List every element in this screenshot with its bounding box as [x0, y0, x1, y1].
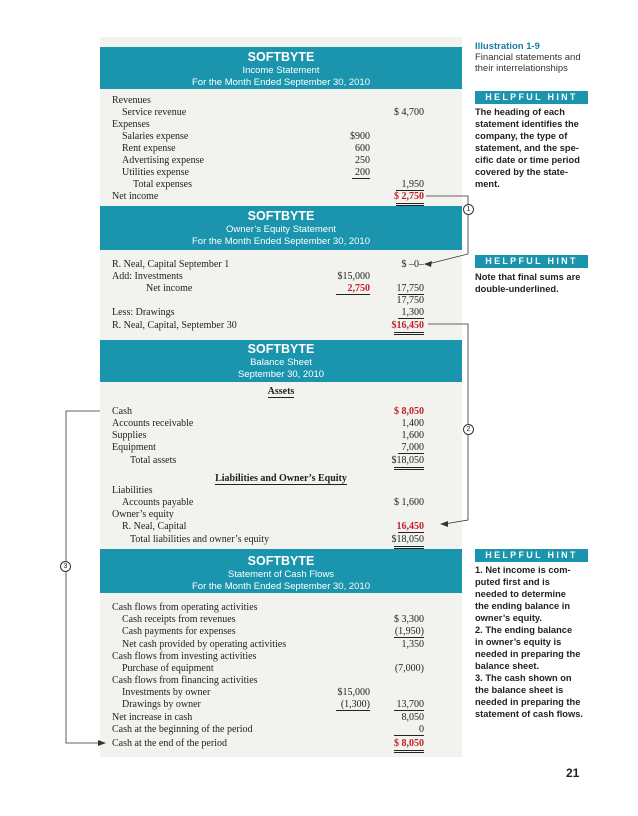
marker-1: 1: [463, 204, 474, 215]
total-expenses-value: 1,950: [401, 179, 424, 190]
service-revenue-label: Service revenue: [122, 107, 187, 118]
receipts-value: $ 3,300: [394, 614, 424, 625]
supplies-label: Supplies: [112, 430, 147, 441]
illustration-caption-line: Financial statements and: [475, 52, 581, 63]
helpful-hint-3: [475, 564, 588, 720]
net-increase-label: Net increase in cash: [112, 712, 193, 723]
illustration-caption-line: their interrelationships: [475, 63, 568, 74]
capital-value: 16,450: [396, 521, 424, 532]
cash-label: Cash: [112, 406, 132, 417]
purchase-equipment-value: (7,000): [394, 663, 424, 674]
net-income-label: Net income: [146, 283, 193, 294]
investments-owner-value: $15,000: [337, 687, 370, 698]
company-name: SOFTBYTE: [247, 209, 315, 223]
hint-line: the ending balance in: [475, 601, 571, 611]
company-name: SOFTBYTE: [247, 554, 315, 568]
statement-period: For the Month Ended September 30, 2010: [192, 236, 370, 247]
supplies-value: 1,600: [401, 430, 424, 441]
company-name: SOFTBYTE: [247, 342, 315, 356]
utilities-value: 200: [355, 167, 370, 178]
drawings-value: 1,300: [401, 307, 424, 318]
connector-line-1: [426, 196, 468, 264]
hint-line: cific date or time period: [475, 155, 580, 165]
helpful-hint-header: HELPFUL HINT: [475, 255, 588, 268]
hint-line: balance sheet.: [475, 661, 540, 671]
hint-line: the balance sheet is: [475, 685, 564, 695]
accounts-payable-label: Accounts payable: [122, 497, 194, 508]
payments-label: Cash payments for expenses: [122, 626, 236, 637]
purchase-equipment-label: Purchase of equipment: [122, 663, 214, 674]
connector-line-3: [66, 411, 102, 743]
subtotal-value: 17,750: [396, 295, 424, 306]
hint-line: statement of cash flows.: [475, 709, 583, 719]
accounts-receivable-label: Accounts receivable: [112, 418, 194, 429]
marker-2: 2: [463, 424, 474, 435]
statement-period: For the Month Ended September 30, 2010: [192, 581, 370, 592]
total-liabilities-equity-value: $18,050: [391, 534, 424, 545]
liabilities-label: Liabilities: [112, 485, 153, 496]
advertising-label: Advertising expense: [122, 155, 204, 166]
revenues-label: Revenues: [112, 95, 151, 106]
capital-start-label: R. Neal, Capital September 1: [112, 259, 230, 270]
helpful-hint-2: [475, 271, 588, 295]
net-operating-label: Net cash provided by operating activities: [122, 639, 287, 650]
cash-value: $ 8,050: [394, 406, 424, 417]
rent-value: 600: [355, 143, 370, 154]
subtotal-value: 17,750: [396, 283, 424, 294]
capital-end-label: R. Neal, Capital, September 30: [112, 320, 237, 331]
page-number: 21: [566, 766, 580, 780]
net-income-label: Net income: [112, 191, 159, 202]
hint-line: needed to determine: [475, 589, 566, 599]
utilities-label: Utilities expense: [122, 167, 189, 178]
capital-start-value: $ –0–: [401, 259, 424, 270]
hint-line: 2. The ending balance: [475, 625, 573, 635]
hint-line: ment.: [475, 179, 500, 189]
statement-title: Owner’s Equity Statement: [225, 224, 336, 235]
hint-line: owner’s equity.: [475, 613, 542, 623]
total-liabilities-equity-label: Total liabilities and owner’s equity: [130, 534, 270, 545]
hint-line: 3. The cash shown on: [475, 673, 572, 683]
operating-label: Cash flows from operating activities: [112, 602, 258, 613]
helpful-hint-header: HELPFUL HINT: [475, 549, 588, 562]
statement-title: Balance Sheet: [250, 357, 312, 368]
arrowhead: [424, 261, 432, 267]
advertising-value: 250: [355, 155, 370, 166]
investments-value: $15,000: [337, 271, 370, 282]
hint-line: needed in preparing the: [475, 697, 581, 707]
hint-line: statement identifies the: [475, 119, 579, 129]
drawings-owner-label: Drawings by owner: [122, 699, 201, 710]
cash-beginning-label: Cash at the beginning of the period: [112, 724, 253, 735]
financing-label: Cash flows from financing activities: [112, 675, 258, 686]
salaries-value: $900: [350, 131, 370, 142]
assets-heading: Assets: [267, 386, 295, 397]
hint-line: puted first and is: [475, 577, 550, 587]
accounts-payable-value: $ 1,600: [394, 497, 424, 508]
add-investments-label: Add: Investments: [112, 271, 183, 282]
cash-end-label: Cash at the end of the period: [112, 738, 227, 749]
illustration-caption: [475, 41, 581, 74]
marker-3: 3: [60, 561, 71, 572]
payments-value: (1,950): [394, 626, 424, 637]
total-assets-label: Total assets: [130, 455, 177, 466]
capital-end-value: $16,450: [391, 320, 424, 331]
total-expenses-label: Total expenses: [133, 179, 193, 190]
owners-equity-label: Owner’s equity: [112, 509, 174, 520]
receipts-label: Cash receipts from revenues: [122, 614, 236, 625]
equipment-label: Equipment: [112, 442, 156, 453]
hint-line: company, the type of: [475, 131, 568, 141]
equipment-value: 7,000: [401, 442, 424, 453]
net-operating-value: 1,350: [401, 639, 424, 650]
liabilities-heading: Liabilities and Owner’s Equity: [215, 473, 347, 484]
arrowhead: [440, 521, 448, 527]
salaries-label: Salaries expense: [122, 131, 189, 142]
net-income-value: 2,750: [347, 283, 370, 294]
expenses-label: Expenses: [112, 119, 150, 130]
hint-line: in owner’s equity is: [475, 637, 562, 647]
helpful-hint-header: HELPFUL HINT: [475, 91, 588, 104]
total-assets-value: $18,050: [391, 455, 424, 466]
rent-label: Rent expense: [122, 143, 176, 154]
statement-period: For the Month Ended September 30, 2010: [192, 77, 370, 88]
arrowhead: [98, 740, 106, 746]
statement-date: September 30, 2010: [237, 369, 325, 380]
statement-title: Statement of Cash Flows: [227, 569, 335, 580]
hint-line: Note that final sums are: [475, 272, 581, 282]
net-financing-value: 13,700: [396, 699, 424, 710]
service-revenue-value: $ 4,700: [394, 107, 424, 118]
hint-line: needed in preparing the: [475, 649, 581, 659]
net-income-value: $ 2,750: [394, 191, 424, 202]
cash-end-value: $ 8,050: [394, 738, 424, 749]
net-increase-value: 8,050: [401, 712, 424, 723]
company-name: SOFTBYTE: [247, 50, 315, 64]
connector-line-2: [428, 324, 468, 524]
investments-owner-label: Investments by owner: [122, 687, 211, 698]
hint-line: The heading of each: [475, 107, 565, 117]
accounts-receivable-value: 1,400: [401, 418, 424, 429]
statement-title: Income Statement: [242, 65, 320, 76]
capital-label: R. Neal, Capital: [122, 521, 187, 532]
helpful-hint-1: [475, 106, 588, 190]
drawings-owner-value: (1,300): [340, 699, 370, 710]
cash-beginning-value: 0: [419, 724, 424, 735]
hint-line: 1. Net income is com-: [475, 565, 571, 575]
drawings-label: Less: Drawings: [112, 307, 175, 318]
investing-label: Cash flows from investing activities: [112, 651, 257, 662]
hint-line: double-underlined.: [475, 284, 559, 294]
hint-line: covered by the state-: [475, 167, 569, 177]
illustration-number: Illustration 1-9: [475, 41, 540, 52]
hint-line: statement, and the spe-: [475, 143, 579, 153]
